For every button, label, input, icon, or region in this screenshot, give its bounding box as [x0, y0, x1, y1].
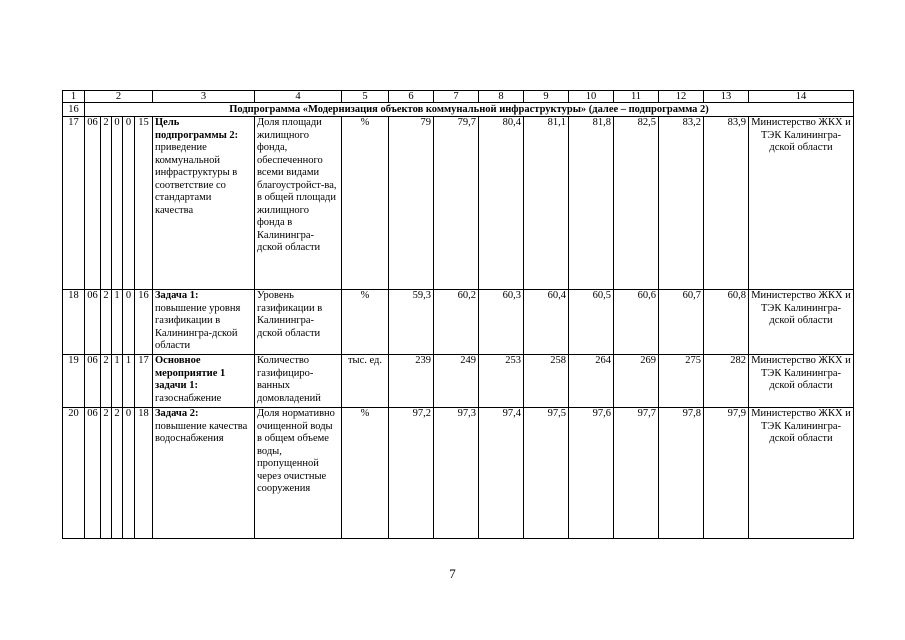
column-number-row: [63, 91, 854, 103]
value-cell: 60,5: [569, 290, 614, 355]
value-cell: 79,7: [434, 117, 479, 290]
code-cell: 06: [85, 355, 101, 408]
indicator-cell: Уровень газификации в Калинингра-дской области: [255, 290, 342, 355]
code-cell: 06: [85, 117, 101, 290]
name-bold: Цель подпрограммы 2:: [155, 117, 239, 141]
value-cell: 60,3: [479, 290, 524, 355]
name-text: приведение коммунальной инфраструктуры в соответствие со стандартами качества: [155, 142, 238, 216]
value-cell: 82,5: [614, 117, 659, 290]
indicator-cell: Количество газифициро-ванных домовладений: [255, 355, 342, 408]
code-cell: 2: [101, 408, 112, 539]
value-cell: 83,2: [659, 117, 704, 290]
value-cell: 60,4: [524, 290, 569, 355]
value-cell: 59,3: [389, 290, 434, 355]
row-number: 19: [63, 355, 85, 408]
value-cell: 275: [659, 355, 704, 408]
col-header: 8: [479, 91, 524, 103]
value-cell: 258: [524, 355, 569, 408]
value-cell: 60,7: [659, 290, 704, 355]
value-cell: 253: [479, 355, 524, 408]
col-header: 9: [524, 91, 569, 103]
col-header: 11: [614, 91, 659, 103]
org-cell: Министерство ЖКХ и ТЭК Калинингра-дской области: [749, 408, 854, 539]
code-cell: 18: [135, 408, 153, 539]
code-cell: 2: [112, 408, 123, 539]
value-cell: 264: [569, 355, 614, 408]
name-bold: Задача 1:: [155, 290, 199, 301]
value-cell: 81,8: [569, 117, 614, 290]
col-header: 6: [389, 91, 434, 103]
col-header: 3: [153, 91, 255, 103]
unit-cell: %: [342, 117, 389, 290]
code-cell: 06: [85, 408, 101, 539]
col-header: 7: [434, 91, 479, 103]
indicators-table: [62, 90, 854, 539]
col-header: 4: [255, 91, 342, 103]
table-row: [63, 117, 854, 290]
page-number: 7: [449, 566, 456, 581]
name-cell: [153, 408, 255, 539]
col-header: 14: [749, 91, 854, 103]
code-cell: 1: [112, 290, 123, 355]
col-header: 1: [63, 91, 85, 103]
col-header: 12: [659, 91, 704, 103]
code-cell: 0: [123, 408, 135, 539]
value-cell: 80,4: [479, 117, 524, 290]
name-cell: [153, 355, 255, 408]
code-cell: 15: [135, 117, 153, 290]
code-cell: 16: [135, 290, 153, 355]
org-cell: Министерство ЖКХ и ТЭК Калинингра-дской области: [749, 355, 854, 408]
code-cell: 2: [101, 117, 112, 290]
col-header: 10: [569, 91, 614, 103]
org-cell: Министерство ЖКХ и ТЭК Калинингра-дской области: [749, 290, 854, 355]
unit-cell: %: [342, 408, 389, 539]
table-row: [63, 408, 854, 539]
code-cell: 1: [123, 355, 135, 408]
row-number: 18: [63, 290, 85, 355]
indicator-cell: Доля нормативно очищенной воды в общем объеме воды, пропущенной через очистные сооружения: [255, 408, 342, 539]
code-cell: 0: [123, 117, 135, 290]
col-header: 2: [85, 91, 153, 103]
value-cell: 249: [434, 355, 479, 408]
value-cell: 97,9: [704, 408, 749, 539]
table-row: [63, 290, 854, 355]
org-cell: Министерство ЖКХ и ТЭК Калинингра-дской области: [749, 117, 854, 290]
value-cell: 97,2: [389, 408, 434, 539]
name-bold: Задача 2:: [155, 408, 199, 419]
name-cell: [153, 117, 255, 290]
value-cell: 282: [704, 355, 749, 408]
col-header: 13: [704, 91, 749, 103]
name-cell: [153, 290, 255, 355]
col-header: 5: [342, 91, 389, 103]
value-cell: 79: [389, 117, 434, 290]
name-text: газоснабжение: [155, 392, 222, 404]
subprogram-title: Подпрограмма «Модернизация объектов коммунальной инфраструктуры» (далее – подпрограмма 2): [85, 103, 854, 117]
value-cell: 83,9: [704, 117, 749, 290]
value-cell: 60,6: [614, 290, 659, 355]
subprogram-row: [63, 103, 854, 117]
value-cell: 97,7: [614, 408, 659, 539]
table-row: [63, 355, 854, 408]
name-text: повышение качества водоснабжения: [155, 420, 248, 444]
value-cell: 97,8: [659, 408, 704, 539]
value-cell: 269: [614, 355, 659, 408]
value-cell: 97,4: [479, 408, 524, 539]
name-bold: Основное мероприятие 1 задачи 1:: [155, 355, 226, 391]
row-number: 20: [63, 408, 85, 539]
value-cell: 81,1: [524, 117, 569, 290]
code-cell: 2: [101, 290, 112, 355]
unit-cell: тыс. ед.: [342, 355, 389, 408]
name-text: повышение уровня газификации в Калинингра-дской области: [155, 302, 241, 351]
indicator-cell: Доля площади жилищного фонда, обеспеченного всеми видами благоустройст-ва, в общей площади жилищного фонда в Калинингра-дской области: [255, 117, 342, 290]
code-cell: 0: [112, 117, 123, 290]
code-cell: 17: [135, 355, 153, 408]
value-cell: 97,5: [524, 408, 569, 539]
value-cell: 97,6: [569, 408, 614, 539]
unit-cell: %: [342, 290, 389, 355]
code-cell: 2: [101, 355, 112, 408]
value-cell: 60,8: [704, 290, 749, 355]
code-cell: 06: [85, 290, 101, 355]
value-cell: 97,3: [434, 408, 479, 539]
subprogram-number: 16: [63, 103, 85, 117]
value-cell: 60,2: [434, 290, 479, 355]
value-cell: 239: [389, 355, 434, 408]
code-cell: 1: [112, 355, 123, 408]
row-number: 17: [63, 117, 85, 290]
code-cell: 0: [123, 290, 135, 355]
